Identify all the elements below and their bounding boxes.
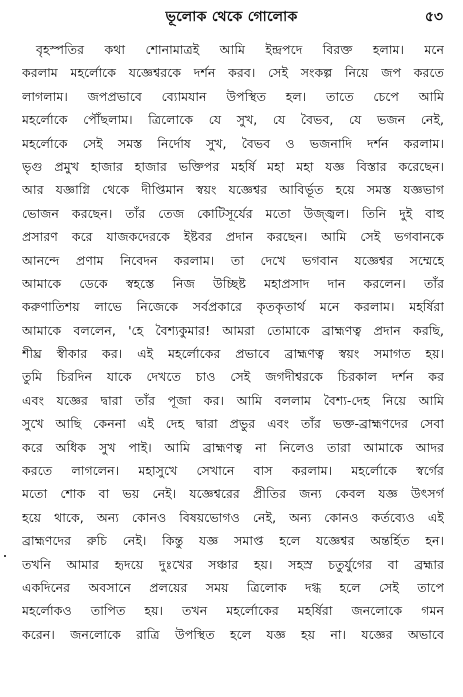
text-line: করেন। জনলোকে রাত্রি উপস্থিত হলে যজ্ঞ হয় না। যজ্ঞের অভাবে xyxy=(22,626,444,642)
text-line: করলাম মহর্লোকে যজ্ঞেশ্বরকে দর্শন করব। সেই সংকল্প নিয়ে জপ করতে xyxy=(22,65,444,81)
text-line: বৃহস্পতির কথা শোনামাত্রই আমি ইন্দ্রপদে বিরক্ত হলাম। মনে xyxy=(36,42,444,57)
text-line: এবং যজ্ঞের দ্বারা তাঁর পূজা কর। আমি বললাম বৈশ্য-দেহ নিয়ে আমি xyxy=(22,392,444,408)
text-line: সুখে আছি কেননা এই দেহ দ্বারা প্রভুর এবং তাঁর ভক্ত-ব্রাহ্মণদের সেবা xyxy=(22,416,444,432)
body-paragraph xyxy=(22,38,444,646)
page-number: ৫৩ xyxy=(424,9,443,25)
text-line: তখনি আমার হৃদয়ে দুঃখের সঞ্চার হয়। সহস্র চতুর্যুগের বা ব্রহ্মার xyxy=(22,556,444,572)
text-line: মতো শোক বা ভয় নেই। যজ্ঞেশ্বরের প্রীতির জন্য কেবল যজ্ঞ উৎসর্গ xyxy=(22,486,444,502)
text-line: আর যজ্ঞাগ্নি থেকে দীপ্তিমান স্বয়ং যজ্ঞেশ্বর আবির্ভূত হয়ে সমস্ত যজ্ঞভাগ xyxy=(22,182,444,198)
text-line: ভৃগু প্রমুখ হাজার হাজার ভক্তিপর মহর্ষি মহা মহা যজ্ঞ বিস্তার করেছেন। xyxy=(22,158,444,174)
text-line: করুণাতিশয় লাভে নিজেকে সর্বপ্রকারে কৃতকৃতার্থ মনে করলাম। মহর্ষিরা xyxy=(22,299,444,315)
text-line: ব্রাহ্মণদের রুচি নেই। কিন্তু যজ্ঞ সমাপ্ত হলে যজ্ঞেশ্বর অন্তর্হিত হন। xyxy=(22,533,444,549)
text-line: আমাকে বললেন, 'হে বৈশ্যকুমার! আমরা তোমাকে ব্রাহ্মণত্ব প্রদান করছি, xyxy=(22,322,444,338)
text-line: মহর্লোকও তাপিত হয়। তখন মহর্লোকের মহর্ষিরা জনলোকে গমন xyxy=(22,603,444,619)
running-title: ভূলোক থেকে গোলোক xyxy=(165,9,298,25)
text-line: আমাকে ডেকে স্বহস্তে নিজ উচ্ছিষ্ট মহাপ্রসাদ দান করলেন। তাঁর xyxy=(22,275,444,291)
page-header xyxy=(0,6,463,28)
text-line: করে অধিক সুখ পাই। আমি ব্রাহ্মণত্ব না নিলেও তারা আমাকে আদর xyxy=(22,439,444,455)
text-line: মহর্লোকে সেই সমস্ত নির্দোষ সুখ, বৈভব ও ভজনাদি দর্শন করলাম। xyxy=(22,135,444,151)
text-line: প্রসারণ করে যাজকদেরকে ইষ্টবর প্রদান করছেন। আমি সেই ভগবানকে xyxy=(22,229,444,245)
text-line: হয়ে থাকে, অন্য কোনও বিষয়ভোগও নেই, অন্য কোনও কর্তব্যেও এই xyxy=(22,509,444,525)
text-line: শীঘ্র স্বীকার কর। এই মহর্লোকের প্রভাবে ব্রাহ্মণত্ব স্বয়ং সমাগত হয়। xyxy=(22,346,444,362)
text-line: আনন্দে প্রণাম নিবেদন করলাম। তা দেখে ভগবান যজ্ঞেশ্বর সম্মেহে xyxy=(22,252,444,268)
text-line: করতে লাগলেন। মহাসুখে সেখানে বাস করলাম। মহর্লোকে স্বর্গের xyxy=(22,463,444,479)
text-line: লাগলাম। জপপ্রভাবে ব্যোমযান উপস্থিত হল। তাতে চেপে আমি xyxy=(22,88,444,104)
text-line: মহর্লোকে পৌঁছলাম। ত্রিলোকে যে সুখ, যে বৈভব, যে ভজন নেই, xyxy=(22,112,444,128)
text-line: তুমি চিরদিন যাকে দেখতে চাও সেই জগদীশ্বরকে চিরকাল দর্শন কর xyxy=(22,369,444,385)
text-line: ভোজন করছেন। তাঁর তেজ কোটিসূর্যের মতো উজ্জ্বল। তিনি দুই বাহু xyxy=(22,205,444,221)
margin-speck xyxy=(4,555,6,557)
text-line: একদিনের অবসানে প্রলয়ের সময় ত্রিলোক দগ্ধ হলে সেই তাপে xyxy=(22,579,444,595)
